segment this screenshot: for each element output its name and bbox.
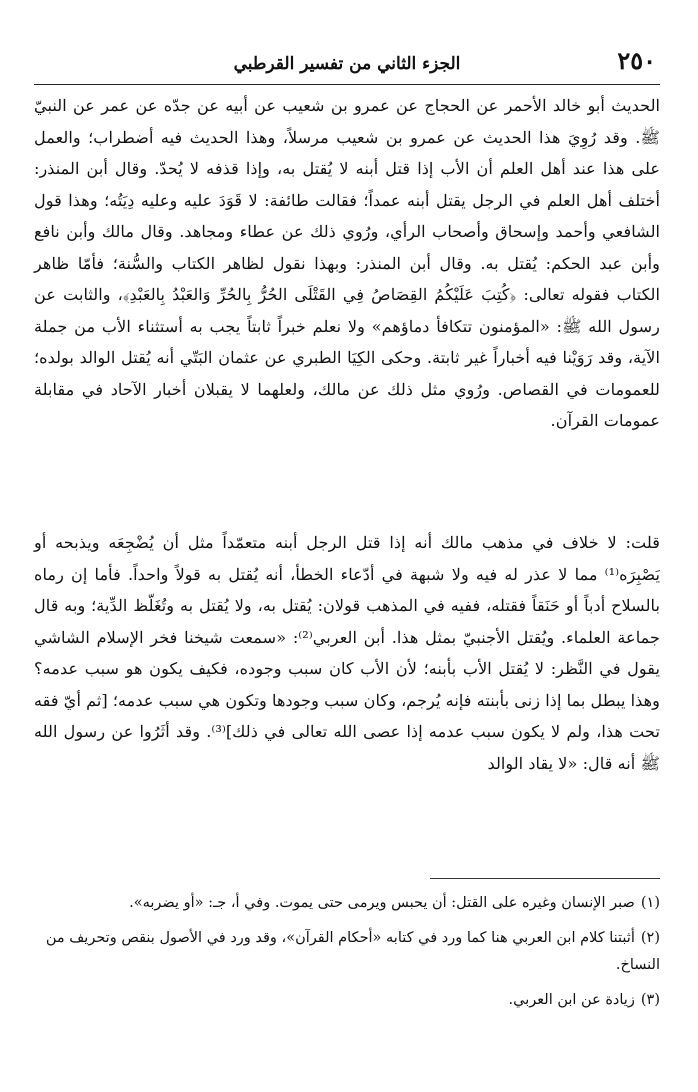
footnote xyxy=(34,987,660,1014)
footnote-text: أثبتنا كلام ابن العربي هنا كما ورد في كتابه «أحكام القرآن»، وقد ورد في الأصول بنقص وتحريف من النساخ. xyxy=(45,930,660,973)
running-title: الجزء الثاني من تفسير القرطبي xyxy=(233,54,461,74)
paragraph: الحديث أبو خالد الأحمر عن الحجاج عن عمرو بن شعيب عن أبيه عن جدّه عن عمر عن النبيّ ﷺ. وقد رُوِيَ هذا الحديث عن عمرو بن شعيب مرسلاً، وهذا الحديث فيه أضطراب؛ والعمل على هذا عند أهل العلم أن الأب إذا قتل أبنه لا يُقتل به، وإذا قذفه لا يُحدّ. وقال أبن المنذر: أختلف أهل العلم في الرجل يقتل أبنه عمداً؛ فقالت طائفة: لا قَوَدَ عليه وعليه دِيَتُه؛ وهذا قول الشافعي وأحمد وإسحاق وأصحاب الرأي، ورُوي ذلك عن عطاء ومجاهد. وقال مالك وأبن نافع وأبن عبد الحكم: يُقتل به. وقال أبن المنذر: وبهذا نقول لظاهر الكتاب والسُّنة؛ فأمّا ظاهر الكتاب فقوله تعالى: ﴿كُتِبَ عَلَيْكُمُ القِصَاصُ فِي القَتْلَى الحُرُّ بِالحُرِّ وَالعَبْدُ بِالعَبْدِ﴾، والثابت عن رسول الله ﷺ: «المؤمنون تتكافأ دماؤهم» ولا نعلم خبراً ثابتاً يجب به أستثناء الأب من جملة الآية، وقد رَوَيْنا فيه أخباراً غير ثابتة. وحكى الكِيَا الطبري عن عثمان البَتّي أنه يُقتل الوالد بولده؛ للعمومات في القصاص. ورُوي مثل ذلك عن مالك، ولعلهما لا يقبلان أخبار الآحاد في مقابلة عمومات القرآن. xyxy=(34,96,660,430)
footnote xyxy=(34,925,660,979)
page-number: ٢٥٠ xyxy=(617,46,656,75)
footnotes xyxy=(34,890,660,1022)
paragraph: قلت: لا خلاف في مذهب مالك أنه إذا قتل الرجل أبنه متعمّداً مثل أن يُضْجِعَه ويذبحه أو يَصْبِرَه⁽¹⁾ مما لا عذر له فيه ولا شبهة في أدّعاء الخطأ، أنه يُقتل به قولاً واحداً. فأما إن رماه بالسلاح أدباً أو حَنَقاً فقتله، ففيه في المذهب قولان: يُقتل به، ولا يُقتل به وتُغَلّظ الدِّية؛ وبه قال جماعة العلماء. ويُقتل الأجنبيّ بمثل هذا. أبن العربي⁽²⁾: «سمعت شيخنا فخر الإسلام الشاشي يقول في النَّظر: لا يُقتل الأب بأبنه؛ لأن الأب كان سبب وجوده، فكيف يكون هو سبب عدمه؟ وهذا يبطل بما إذا زنى بأبنته فإنه يُرجم، وكان سبب وجودها وتكون هي سبب عدمه؛ [ثم أيّ فقه تحت هذا، ولم لا يكون سبب عدمه إذا عصى الله تعالى في ذلك]⁽³⁾. وقد أثَرُوا عن رسول الله ﷺ أنه قال: «لا يقاد الوالد xyxy=(34,533,661,773)
footnote-text: زيادة عن ابن العربي. xyxy=(508,992,635,1008)
footnote-number: (٢) xyxy=(640,930,660,946)
footnote-divider xyxy=(430,878,660,879)
footnote-number: (١) xyxy=(640,895,660,911)
page-header xyxy=(34,44,660,85)
footnote xyxy=(34,890,660,917)
footnote-number: (٣) xyxy=(640,992,660,1008)
footnote-text: صبر الإنسان وغيره على القتل: أن يحبس ويرمى حتى يموت. وفي أ، جـ: «أو يضربه». xyxy=(129,895,635,911)
